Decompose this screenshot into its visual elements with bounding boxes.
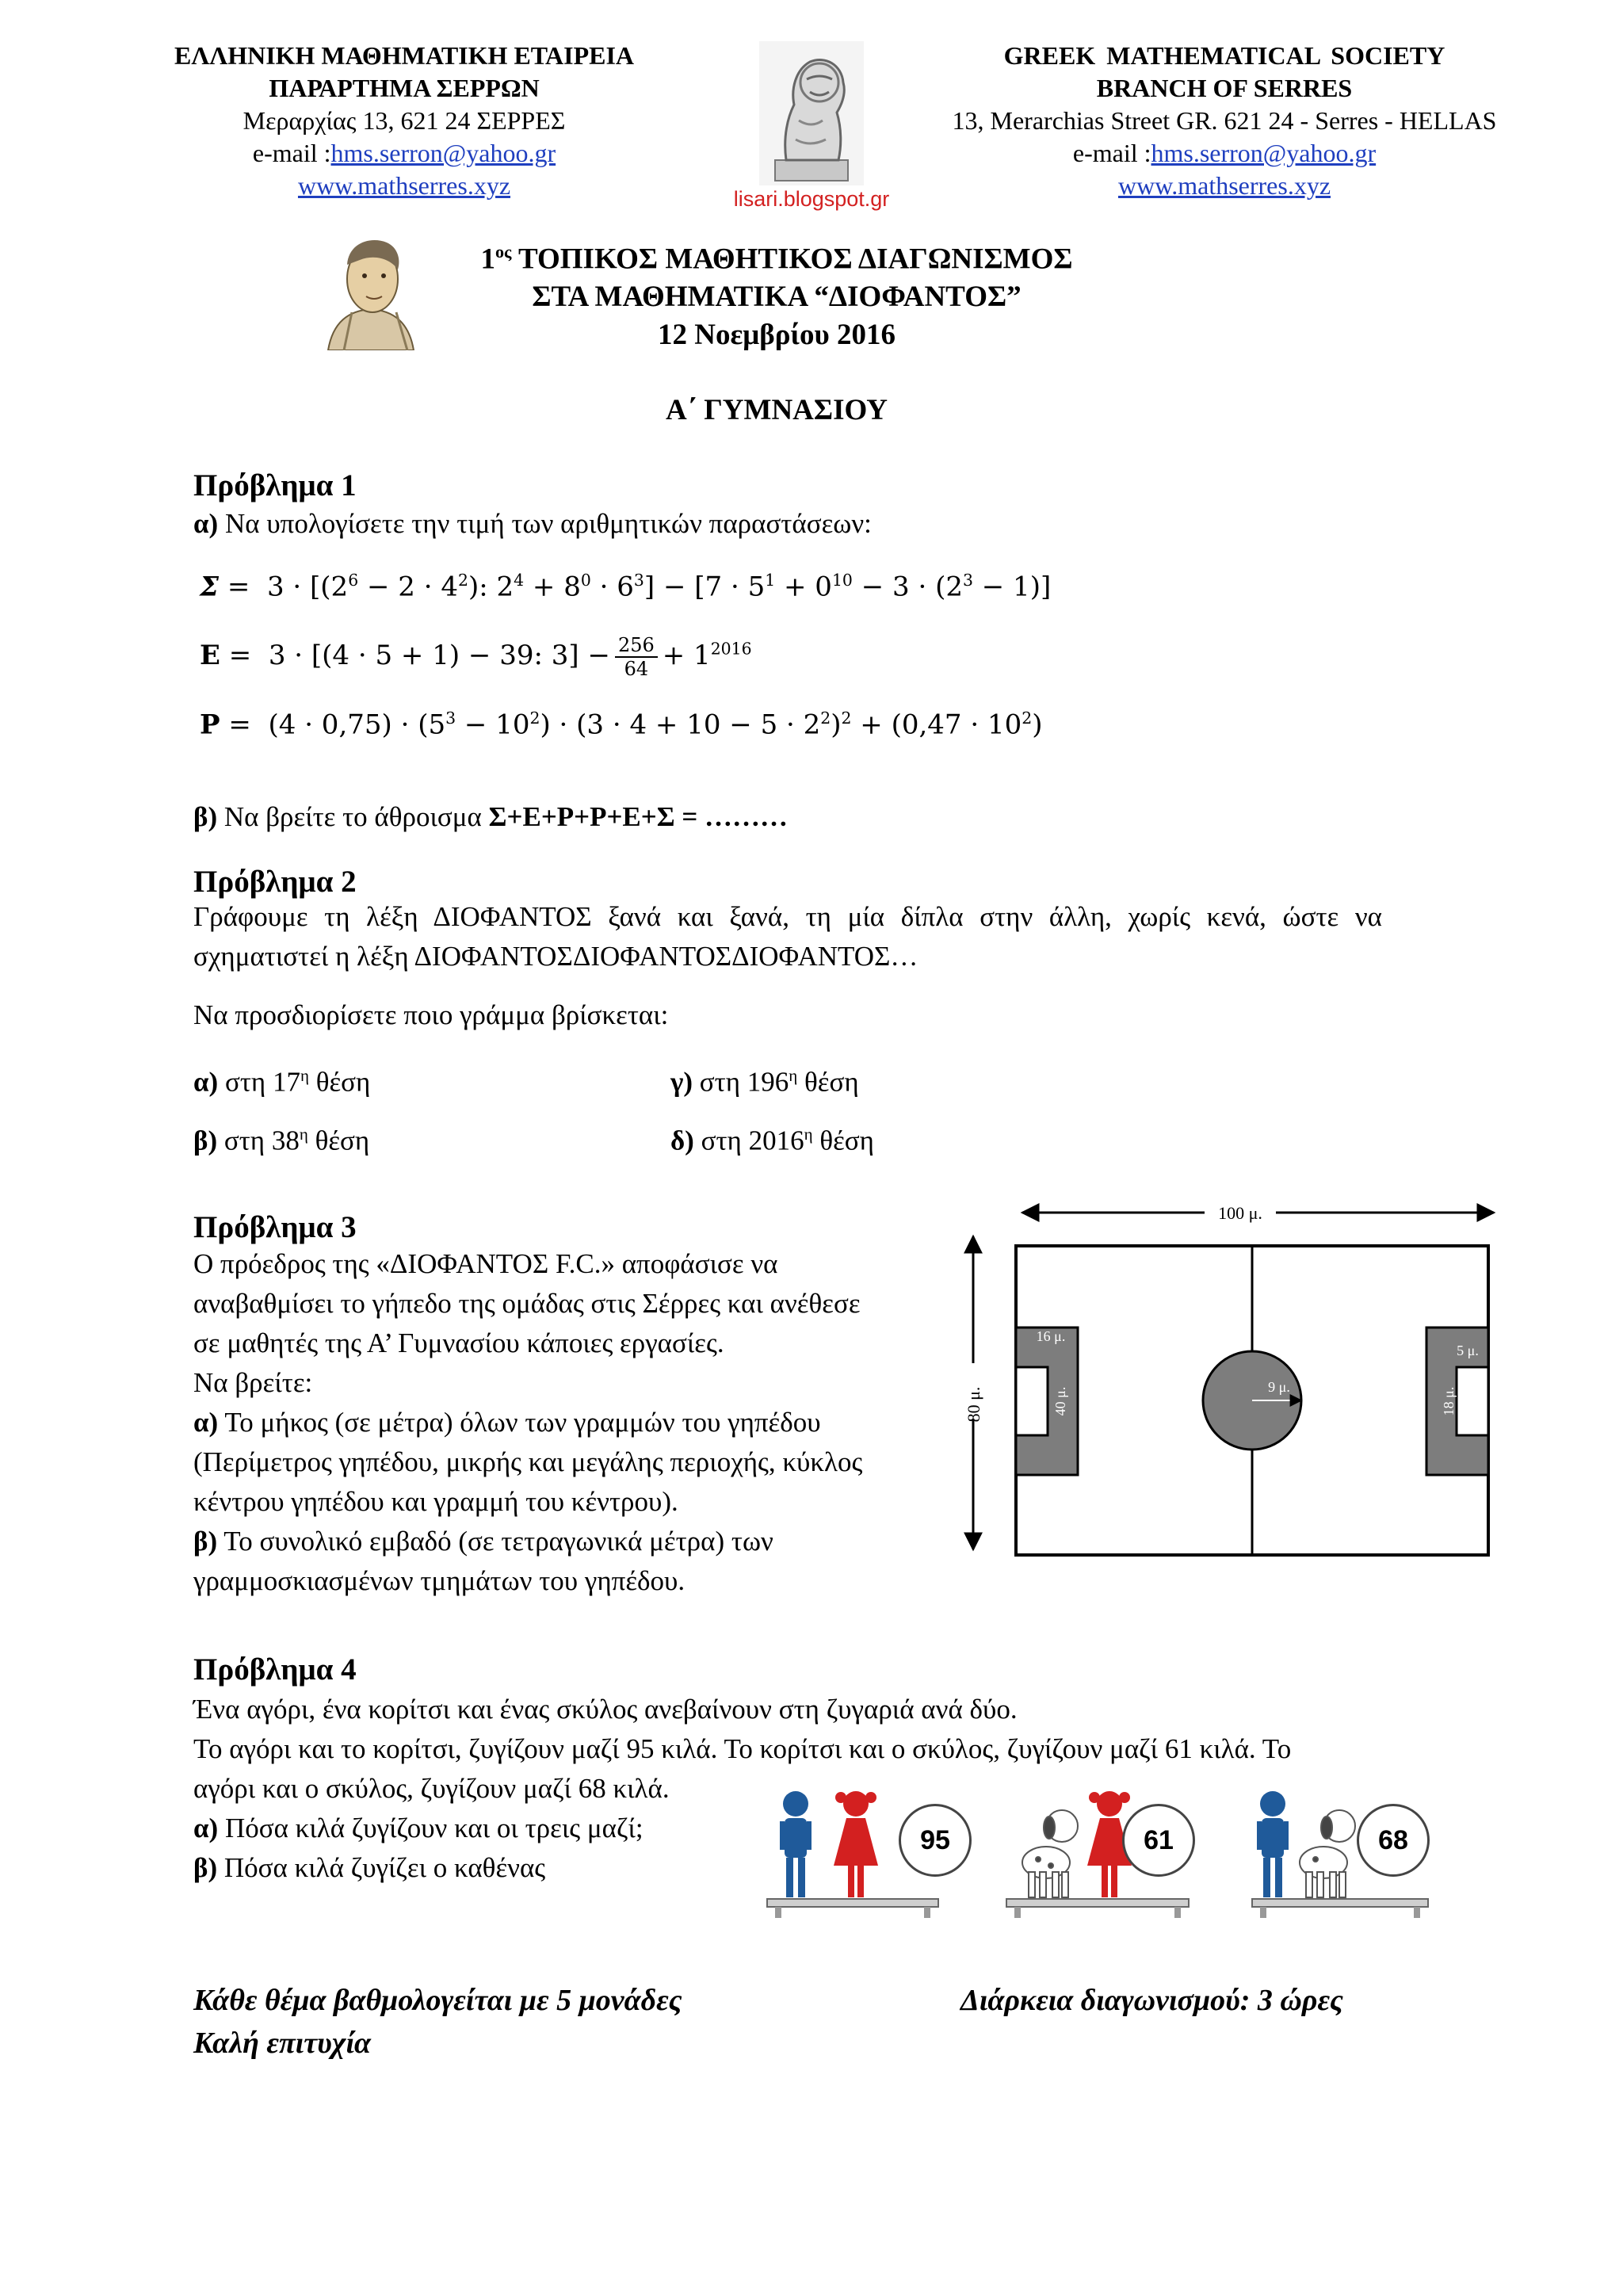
scale-1-platform: [767, 1899, 938, 1907]
right-goal-width-label: 18 μ.: [1441, 1386, 1457, 1416]
expression-e: Ε = 3 · [(4 · 5 + 1) − 39: 3] − $\frac{256}{64}$ + $1^{2016}$: [200, 634, 752, 680]
lion-statue-icon: [759, 41, 864, 185]
problem-4-text: Ένα αγόρι, ένα κορίτσι και ένας σκύλος ανεβαίνουν στη ζυγαριά ανά δύο. Το αγόρι και το κορίτσι, ζυγίζουν μαζί 95 κιλά. Το κορίτσι και ο σκύλος, ζυγίζουν μαζί 61 κιλά. Το αγόρι και ο σκύλος, ζυγίζουν μαζί 68 κιλά. α) Πόσα κιλά ζυγίζουν και οι τρεις μαζί; β) Πόσα κιλά ζυγίζει ο καθένας: [193, 1690, 1414, 1888]
problem-3-a: α) Το μήκος (σε μέτρα) όλων των γραμμών του γηπέδου: [193, 1407, 821, 1438]
portrait-icon: [320, 233, 422, 350]
fraction-256-64: $\frac{256}{64}$: [615, 634, 658, 680]
scale-3-reading: 68: [1357, 1804, 1430, 1877]
watermark: lisari.blogspot.gr: [733, 187, 890, 211]
left-goal-area: [1016, 1367, 1048, 1435]
problem-2-c: γ) στη $196^\eta$ θέση: [670, 1066, 859, 1098]
scales-figures: [761, 1786, 1442, 1921]
title-date: 12 Νοεμβρίου 2016: [658, 319, 896, 352]
branch-name-en: BRANCH OF SERRES: [1096, 74, 1353, 102]
website-link-en[interactable]: www.mathserres.xyz: [1117, 171, 1331, 200]
diophantus-portrait: [320, 233, 422, 350]
email-link-gr[interactable]: hms.serron@yahoo.gr: [330, 139, 556, 167]
scale-1-reading: 95: [899, 1804, 972, 1877]
expression-sigma: $\Sigma = 3 \cdot [(2^6 - 2 \cdot 4^2)$: $2^4 + 8^0 \cdot 6^3] - [7 \cdot 5^1 + 0^{10} - 3 \cdot (2^3 - 1)]$: [200, 571, 1052, 603]
header-right: [919, 40, 1529, 202]
boy-icon-2: [1257, 1791, 1289, 1897]
football-field-diagram: [951, 1189, 1506, 1585]
title-line-1: $1^{o\varsigma}$ ΤΟΠΙΚΟΣ ΜΑΘΗΤΙΚΟΣ ΔΙΑΓΩΝΙΣΜΟΣ: [480, 242, 1073, 276]
radius-label: 9 μ.: [1268, 1379, 1290, 1395]
problem-4-title: Πρόβλημα 4: [193, 1652, 357, 1687]
problem-1-a: α) Να υπολογίσετε την τιμή των αριθμητικών παραστάσεων:: [193, 508, 872, 539]
problem-3-title: Πρόβλημα 3: [193, 1210, 357, 1244]
left-penalty-width-label: 40 μ.: [1052, 1386, 1068, 1416]
scale-3-platform: [1252, 1899, 1428, 1907]
problem-1-title: Πρόβλημα 1: [193, 468, 357, 502]
title-line-2: ΣΤΑ ΜΑΘΗΜΑΤΙΚΑ “ΔΙΟΦΑΝΤΟΣ”: [532, 281, 1022, 314]
footer-grading: Κάθε θέμα βαθμολογείται με 5 μονάδες: [193, 1984, 682, 2017]
competition-title: [412, 233, 1141, 354]
problem-4-b: β) Πόσα κιλά ζυγίζει ο καθένας: [193, 1852, 546, 1883]
problem-3-b: β) Το συνολικό εμβαδό (σε τετραγωνικά μέτρα) των: [193, 1526, 773, 1557]
website-link-gr[interactable]: www.mathserres.xyz: [297, 171, 511, 200]
dog-icon-2: [1300, 1810, 1355, 1897]
length-label: 100 μ.: [1218, 1203, 1262, 1223]
footer-duration: Διάρκεια διαγωνισμού: 3 ώρες: [960, 1984, 1343, 2017]
footer-good-luck: Καλή επιτυχία: [193, 2027, 372, 2060]
problem-3-text: Ο πρόεδρος της «ΔΙΟΦΑΝΤΟΣ F.C.» αποφάσισε να αναβαθμίσει το γήπεδο της ομάδας στις Σέρρες και ανέθεσε σε μαθητές της Α’ Γυμνασίου κάποιες εργασίες. Να βρείτε: α) Το μήκος (σε μέτρα) όλων των γραμμών του γηπέδου (Περίμετρος γηπέδου, μικρής και μεγάλης περιοχής, κύκλος κέντρου γηπέδου και γραμμή του κέντρου). β) Το συνολικό εμβαδό (σε τετραγωνικά μέτρα) των γραμμοσκιασμένων τμημάτων του γηπέδου.: [193, 1244, 938, 1601]
problem-2-b: β) στη $38^\eta$ θέση: [193, 1125, 370, 1156]
right-goal-area: [1457, 1367, 1488, 1435]
dog-icon: [1022, 1810, 1078, 1897]
problem-2-a: α) στη $17^\eta$ θέση: [193, 1066, 371, 1098]
problem-4-a: α) Πόσα κιλά ζυγίζουν και οι τρεις μαζί;: [193, 1813, 643, 1843]
scale-2-reading: 61: [1122, 1804, 1195, 1877]
boy-icon: [780, 1791, 812, 1897]
problem-2-text: Γράφουμε τη λέξη ΔΙΟΦΑΝΤΟΣ ξανά και ξανά, τη μία δίπλα στην άλλη, χωρίς κενά, ώστε να σχηματιστεί η λέξη ΔΙΟΦΑΝΤΟΣΔΙΟΦΑΝΤΟΣΔΙΟΦΑΝΤΟΣ…: [193, 901, 1382, 972]
email-line-en: e-mail :hms.serron@yahoo.gr: [1072, 139, 1377, 167]
address-gr: Μεραρχίας 13, 621 24 ΣΕΡΡΕΣ: [242, 106, 566, 135]
width-label: 80 μ.: [964, 1386, 983, 1423]
address-en: 13, Merarchias Street GR. 621 24 - Serres - HELLAS: [952, 106, 1497, 135]
left-penalty-depth-label: 16 μ.: [1036, 1328, 1066, 1344]
lion-logo: [759, 41, 864, 185]
expression-p: $P = (4 \cdot 0,75) \cdot (5^3 - 10^2) \cdot (3 \cdot 4 + 10 - 5 \cdot 2^2)^2 + (0,47 \cdot 10^2)$: [200, 709, 1043, 741]
scales-illustration: [761, 1786, 1442, 1921]
scale-2-platform: [1006, 1899, 1189, 1907]
email-line-gr: e-mail :hms.serron@yahoo.gr: [252, 139, 556, 167]
society-name-en: GREEK MATHEMATICAL SOCIETY: [1003, 41, 1445, 70]
problem-1-b: β) Να βρείτε το άθροισμα Σ+Ε+Ρ+Ρ+Ε+Σ = ………: [193, 801, 789, 832]
girl-icon: [834, 1791, 878, 1897]
branch-name-gr: ΠΑΡΑΡΤΗΜΑ ΣΕΡΡΩΝ: [269, 74, 540, 102]
society-name-gr: ΕΛΛΗΝΙΚΗ ΜΑΘΗΜΑΤΙΚΗ ΕΤΑΙΡΕΙΑ: [174, 41, 635, 70]
header-left: [127, 40, 682, 202]
email-link-en[interactable]: hms.serron@yahoo.gr: [1151, 139, 1377, 167]
right-goal-depth-label: 5 μ.: [1457, 1343, 1479, 1358]
problem-2-d: δ) στη $2016^\eta$ θέση: [670, 1125, 874, 1156]
problem-2-title: Πρόβλημα 2: [193, 865, 357, 899]
grade-title: Α΄ ΓΥΜΝΑΣΙΟΥ: [665, 394, 888, 426]
problem-2-question: Να προσδιορίσετε ποιο γράμμα βρίσκεται:: [193, 999, 669, 1030]
